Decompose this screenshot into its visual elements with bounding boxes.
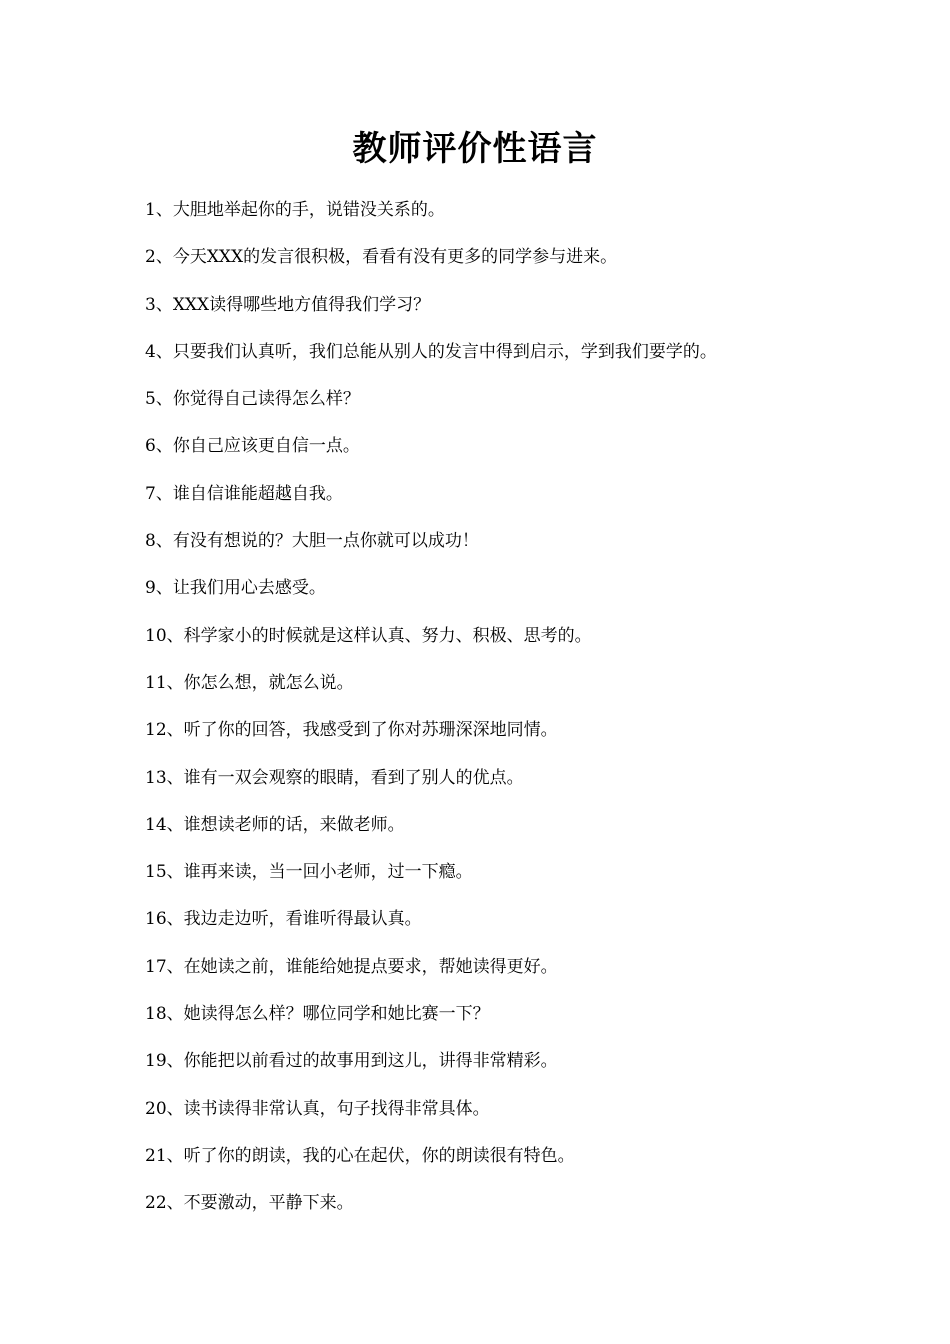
list-item: 3、XXX读得哪些地方值得我们学习？ xyxy=(145,294,431,315)
list-item: 7、谁自信谁能超越自我。 xyxy=(145,483,343,504)
list-item: 2、今天XXX的发言很积极，看看有没有更多的同学参与进来。 xyxy=(145,247,618,268)
list-item: 8、有没有想说的？大胆一点你就可以成功！ xyxy=(145,531,479,552)
phrase-list xyxy=(145,194,905,1235)
list-item: 15、谁再来读，当一回小老师，过一下瘾。 xyxy=(145,862,473,883)
list-item: 16、我边走边听，看谁听得最认真。 xyxy=(145,909,422,930)
list-item: 5、你觉得自己读得怎么样？ xyxy=(145,389,360,410)
list-item: 19、你能把以前看过的故事用到这儿，讲得非常精彩。 xyxy=(145,1051,558,1072)
list-item: 1、大胆地举起你的手，说错没关系的。 xyxy=(145,200,445,220)
list-item: 12、听了你的回答，我感受到了你对苏珊深深地同情。 xyxy=(145,720,558,741)
page-title: 教师评价性语言 xyxy=(352,129,598,169)
list-item: 17、在她读之前，谁能给她提点要求，帮她读得更好。 xyxy=(145,956,558,977)
list-item: 6、你自己应该更自信一点。 xyxy=(145,436,360,457)
list-item: 9、让我们用心去感受。 xyxy=(145,578,326,599)
list-item: 21、听了你的朗读，我的心在起伏，你的朗读很有特色。 xyxy=(145,1145,575,1166)
list-item: 18、她读得怎么样？哪位同学和她比赛一下？ xyxy=(145,1004,490,1025)
list-item: 14、谁想读老师的话，来做老师。 xyxy=(145,814,405,835)
list-item: 13、谁有一双会观察的眼睛，看到了别人的优点。 xyxy=(145,767,524,788)
list-item: 22、不要激动，平静下来。 xyxy=(145,1193,354,1214)
list-item: 10、科学家小的时候就是这样认真、努力、积极、思考的。 xyxy=(145,625,592,646)
list-item: 4、只要我们认真听，我们总能从别人的发言中得到启示，学到我们要学的。 xyxy=(145,341,717,362)
list-item: 11、你怎么想，就怎么说。 xyxy=(145,672,354,693)
list-item: 20、读书读得非常认真，句子找得非常具体。 xyxy=(145,1098,490,1119)
